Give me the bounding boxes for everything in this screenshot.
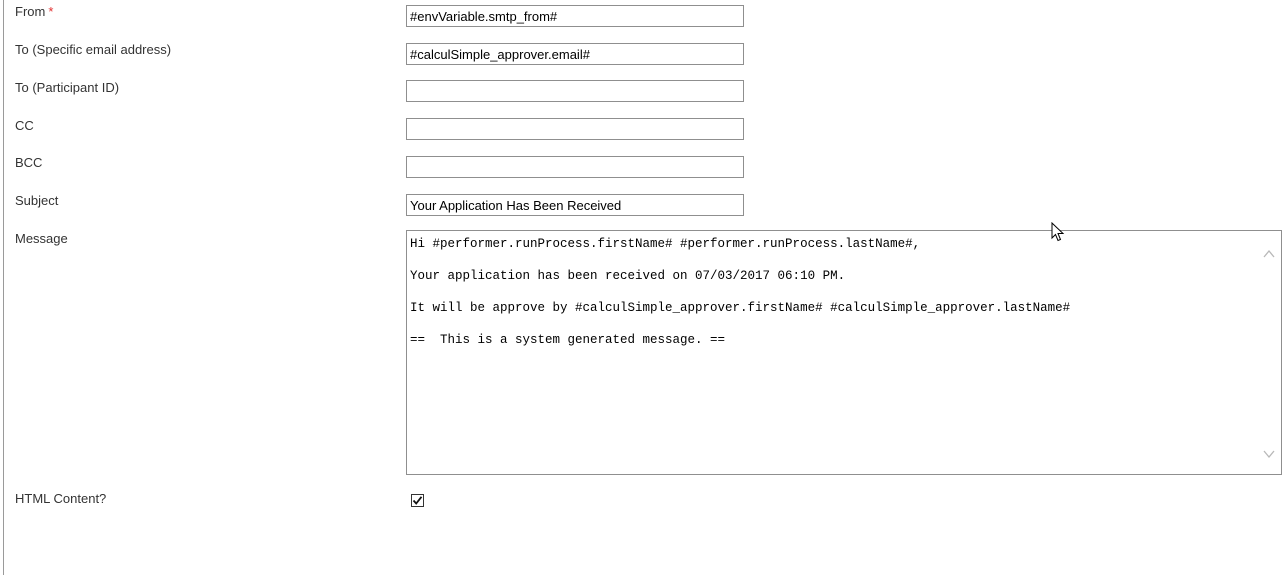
message-line: == This is a system generated message. == (410, 333, 726, 347)
required-marker: * (48, 4, 54, 19)
message-line: Hi #performer.runProcess.firstName# #performer.runProcess.lastName#, (410, 237, 921, 251)
message-line: Your application has been received on 07/03/2017 06:10 PM. (410, 269, 846, 283)
checkmark-icon (412, 495, 423, 506)
from-input[interactable] (406, 5, 744, 27)
cc-label: CC (15, 118, 34, 133)
to-email-input[interactable] (406, 43, 744, 65)
bcc-input[interactable] (406, 156, 744, 178)
to-participant-label: To (Participant ID) (15, 80, 120, 95)
bcc-label: BCC (15, 155, 43, 170)
html-content-label: HTML Content? (15, 491, 107, 506)
chevron-down-icon[interactable] (1263, 448, 1275, 460)
to-participant-input[interactable] (406, 80, 744, 102)
message-textarea[interactable] (406, 230, 1282, 475)
cc-input[interactable] (406, 118, 744, 140)
from-label-text: From (15, 4, 46, 19)
mouse-pointer-icon (1051, 222, 1065, 242)
to-email-label: To (Specific email address) (15, 42, 172, 57)
message-label: Message (15, 231, 68, 246)
chevron-up-icon[interactable] (1263, 248, 1275, 260)
message-line: It will be approve by #calculSimple_approver.firstName# #calculSimple_approver.lastName# (410, 301, 1071, 315)
subject-label: Subject (15, 193, 59, 208)
from-label (15, 4, 53, 20)
html-content-checkbox[interactable] (411, 494, 424, 507)
subject-input[interactable] (406, 194, 744, 216)
